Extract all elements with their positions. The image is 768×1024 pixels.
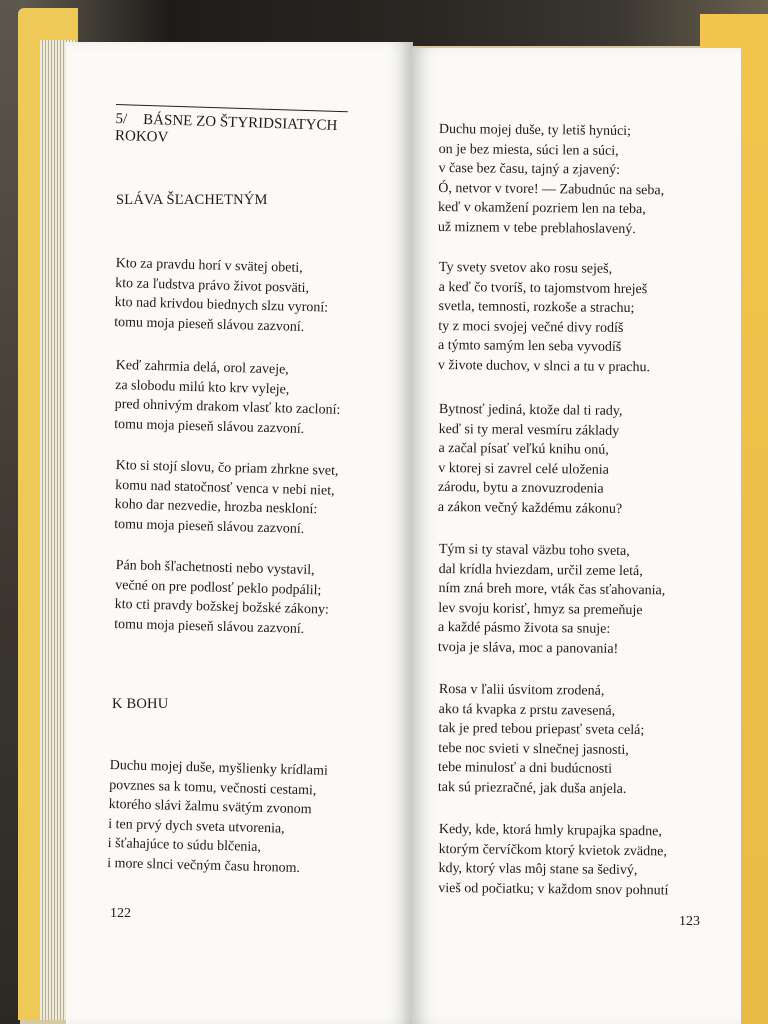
page-number: 123 — [679, 914, 700, 929]
verse-line: kto nad krivdou biednych slzu vyroní: — [114, 295, 329, 316]
stanza — [107, 756, 328, 879]
verse-line: ktorého slávi žalmu svätým zvonom — [108, 797, 312, 818]
poem-title: SLÁVA ŠĽACHETNÝM — [116, 192, 268, 208]
verse-line: tebe noc svieti v slnečnej jasnosti, — [438, 740, 629, 758]
chapter-number: 5/ — [115, 110, 128, 128]
verse-line: komu nad statočnosť venca v nebi niet, — [115, 477, 335, 499]
stanza — [114, 456, 339, 540]
verse-line: večné on pre podlosť peklo podpálil; — [115, 577, 322, 598]
verse-line: keď v okamžení pozriem len na teba, — [438, 200, 646, 218]
verse-line: tak je pred tebou priepasť sveta celá; — [438, 721, 645, 739]
verse-line: pred ohnivým drakom vlasť kto zacloní: — [114, 397, 341, 419]
verse-line: tvoja je sláva, moc a panovania! — [437, 639, 619, 657]
verse-line: povznes sa k tomu, večnosti cestami, — [109, 777, 317, 799]
verse-line: Duchu mojej duše, ty letiš hynúci; — [438, 121, 632, 140]
chapter-title: BÁSNE ZO ŠTYRIDSIATYCH ROKOV — [114, 111, 338, 146]
stanza — [438, 820, 669, 901]
poem-title: K BOHU — [112, 696, 169, 712]
verse-line: zárodu, bytu a znovuzrodenia — [438, 480, 604, 498]
verse-line: i šťahajúce to súdu blčenia, — [107, 836, 262, 856]
verse-line: kto cti pravdy božskej božské zákony: — [114, 597, 330, 618]
verse-line: Ó, netvor v tvore! — Zabudnúc na seba, — [438, 180, 665, 199]
verse-line: tebe minulosť a dni budúcnosti — [438, 760, 613, 778]
verse-line: a zákon večný každému zákonu? — [437, 499, 623, 517]
verse-line: tomu moja pieseň slávou zazvoní. — [114, 416, 305, 437]
verse-line: tomu moja pieseň slávou zazvoní. — [114, 314, 305, 335]
verse-line: a keď čo tvoríš, to tajomstvom hreješ — [438, 279, 648, 297]
verse-line: Tým si ty staval väzbu toho sveta, — [438, 541, 630, 559]
verse-line: za slobodu milú kto krv vyleje, — [115, 377, 290, 398]
verse-line: ktorým červíčkom ktorý kvietok zvädne, — [438, 841, 667, 859]
background-top — [0, 0, 768, 46]
verse-line: tomu moja pieseň slávou zazvoní. — [114, 516, 305, 537]
chapter-heading — [115, 104, 348, 152]
verse-line: kto za ľudstva právo život posväti, — [115, 275, 310, 296]
verse-line: keď si ty meral vesmíru základy — [438, 421, 620, 439]
verse-line: i ten prvý dych sveta utvorenia, — [108, 816, 285, 837]
stanza — [114, 356, 342, 440]
verse-line: Kto si stojí slovu, čo priam zhrkne svet, — [115, 457, 339, 479]
verse-line: i more slnci večným času hronom. — [106, 855, 301, 876]
verse-line: v živote duchov, v slnci a tu v prachu. — [437, 357, 651, 376]
verse-line: lev svoju korisť, hmyz sa premeňuje — [438, 600, 643, 618]
verse-line: koho dar nezvedie, hrozba neskloní: — [114, 497, 318, 518]
verse-line: ty z moci svojej večné divy rodíš — [438, 318, 624, 336]
stanza — [438, 680, 645, 800]
verse-line: v ktorej si zavrel celé uloženia — [438, 460, 609, 478]
page-number: 122 — [110, 906, 131, 921]
verse-line: svetla, temnosti, rozkoše a strachu; — [438, 299, 635, 317]
left-page — [66, 42, 413, 1024]
verse-line: Kto za pravdu horí v svätej obeti, — [115, 255, 303, 276]
verse-line: Duchu mojej duše, myšlienky krídlami — [109, 757, 329, 779]
verse-line: ako tá kvapka z prstu zavesená, — [438, 701, 616, 719]
stanza — [438, 258, 651, 378]
stanza — [438, 120, 665, 240]
verse-line: tomu moja pieseň slávou zazvoní. — [114, 616, 305, 637]
verse-line: dal krídla hviezdam, určil zeme letá, — [438, 561, 643, 579]
verse-line: tak sú priezračné, jak duša anjela. — [437, 779, 627, 797]
verse-line: Rosa v ľalii úsvitom zrodená, — [438, 681, 605, 699]
verse-line: kdy, ktorý vlas môj stane sa šedivý, — [438, 861, 638, 879]
verse-line: vieš od počiatku; v každom snov pohnutí — [438, 880, 669, 899]
stanza — [438, 400, 623, 519]
right-page — [411, 48, 741, 1024]
verse-line: Kedy, kde, ktorá hmly krupajka spadne, — [438, 821, 662, 840]
verse-line: a týmto samým len seba vyvodíš — [438, 338, 622, 356]
verse-line: a začal písať veľkú knihu onú, — [438, 441, 609, 458]
verse-line: Keď zahrmia delá, orol zaveje, — [115, 357, 289, 378]
stanza — [114, 254, 329, 338]
verse-line: už miznem v tebe preblahoslavený. — [437, 219, 636, 238]
verse-line: ním zná breh more, vták čas sťahovania, — [438, 581, 666, 599]
stanza — [114, 556, 330, 640]
background-left — [0, 0, 20, 1024]
verse-line: Ty svety svetov ako rosu seješ, — [438, 259, 613, 277]
verse-line: v čase bez času, tajný a zjavený: — [438, 161, 621, 179]
verse-line: a každé pásmo života sa snuje: — [438, 620, 611, 638]
verse-line: Pán boh šľachetnosti nebo vystavil, — [115, 557, 315, 579]
stanza — [438, 540, 666, 660]
verse-line: Bytnosť jediná, ktože dal ti rady, — [438, 401, 623, 419]
verse-line: on je bez miesta, súci len a súci, — [438, 141, 619, 159]
